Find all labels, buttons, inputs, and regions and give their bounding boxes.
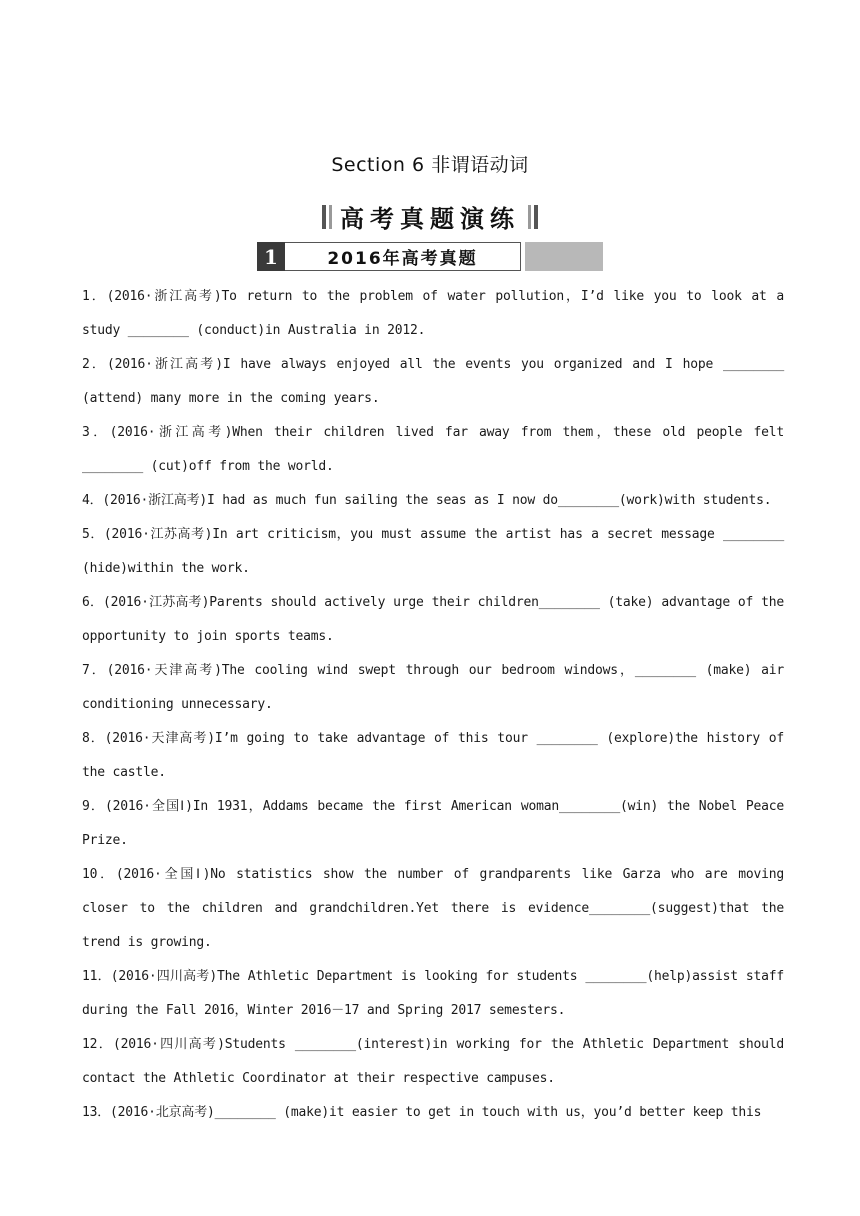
banner <box>0 199 860 234</box>
question-item: 11．(2016·四川高考)The Athletic Department is looking for students ________(help)assist staff during the Fall 2016，Winter 2016－17 and Spring 2017 semesters. <box>82 969 784 1018</box>
question-item: 12．(2016·四川高考)Students ________(interest)in working for the Athletic Department should contact the Athletic Coordinator at their respective campuses. <box>82 1037 784 1086</box>
question-item: 1．(2016·浙江高考)To return to the problem of water pollution，I’d like you to look at a study ________ (conduct)in Australia in 2012. <box>82 289 784 338</box>
banner-left-bars <box>322 205 332 229</box>
question-item: 8．(2016·天津高考)I’m going to take advantage of this tour ________ (explore)the history of the castle. <box>82 731 784 780</box>
question-item: 7．(2016·天津高考)The cooling wind swept through our bedroom windows，________ (make) air conditioning unnecessary. <box>82 663 784 712</box>
question-item: 3．(2016·浙江高考)When their children lived far away from them，these old people felt ________ (cut)off from the world. <box>82 425 784 474</box>
question-list <box>82 280 784 1130</box>
question-item: 9．(2016·全国Ⅰ)In 1931，Addams became the first American woman________(win) the Nobel Peace Prize. <box>82 799 784 848</box>
banner-title: 高考真题演练 <box>340 205 520 233</box>
question-item: 4．(2016·浙江高考)I had as much fun sailing the seas as I now do________(work)with students. <box>82 493 772 508</box>
subheading <box>257 242 603 271</box>
subheading-label: 2016年高考真题 <box>285 242 521 271</box>
banner-right-bars <box>528 205 538 229</box>
subheading-shade <box>525 242 603 271</box>
question-item: 13．(2016·北京高考)________ (make)it easier to get in touch with us，you’d better keep this <box>82 1105 762 1120</box>
section-title: Section 6 非谓语动词 <box>331 154 529 176</box>
question-item: 6．(2016·江苏高考)Parents should actively urge their children________ (take) advantage of the opportunity to join sports teams. <box>82 595 784 644</box>
question-item: 2．(2016·浙江高考)I have always enjoyed all the events you organized and I hope ________ (attend) many more in the coming years. <box>82 357 784 406</box>
question-item: 5．(2016·江苏高考)In art criticism，you must assume the artist has a secret message ________ (hide)within the work. <box>82 527 784 576</box>
question-item: 10．(2016·全国Ⅰ)No statistics show the number of grandparents like Garza who are moving closer to the children and grandchildren.Yet there is evidence________(suggest)that the trend is growing. <box>82 867 784 950</box>
subheading-number: 1 <box>257 242 285 271</box>
